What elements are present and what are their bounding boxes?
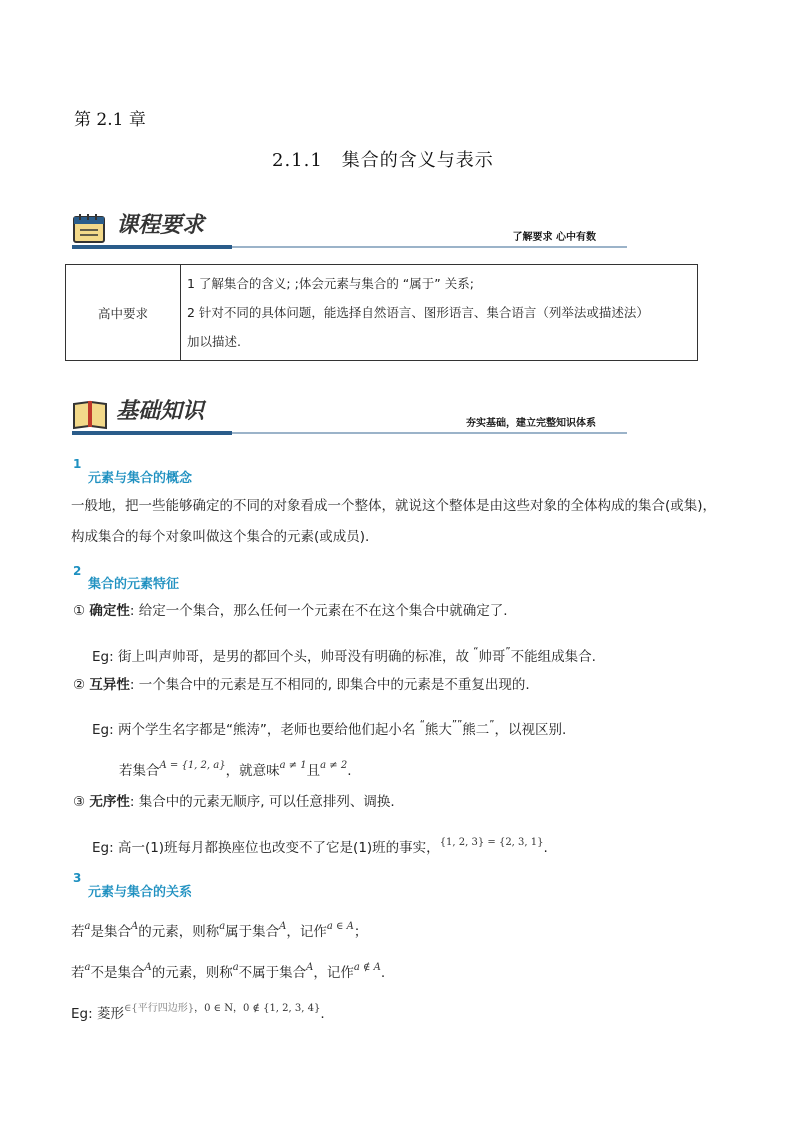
example-line: Eg: 高一(1)班每月都换座位也改变不了它是(1)班的事实，$^{\{1, 2, 3\} = \{2, 3, 1\}}$. [92,837,548,856]
banner-title: 基础知识 [116,399,205,424]
relation-line: 若$^a$不是集合$^A$的元素，则称$^a$不属于集合$^A$，记作$^{a \notin A}$. [71,962,386,981]
math-formula: a ≠ 1 [279,760,307,771]
section-title: 集合的元素特征 [88,577,180,592]
math-formula: A = {1, 2, a} [159,760,226,771]
banner-rule [72,245,232,249]
math-formula: {1, 2, 3} = {2, 3, 1} [439,837,544,848]
requirement-line: 加以描述. [187,334,241,349]
math-formula: a ≠ 2 [320,760,348,771]
open-book-icon [72,398,108,430]
section-title: 元素与集合的概念 [88,471,193,486]
requirements-table [65,264,698,361]
property-name: 确定性 [89,603,130,619]
banner-subtitle: 夯实基础，建立完整知识体系 [466,418,596,429]
banner-rule-thin [232,246,627,248]
banner-rule [72,431,232,435]
banner-basic-knowledge [72,394,628,440]
requirement-line: 2 针对不同的具体问题，能选择自然语言、图形语言、集合语言（列举法或描述法） [187,305,649,320]
notebook-icon [72,212,108,244]
section-number: 3 [73,871,82,885]
section-number: 1 [73,457,82,471]
property-name: 无序性 [89,794,130,810]
banner-course-requirements [72,208,628,254]
paragraph: 构成集合的每个对象叫做这个集合的元素(或成员). [71,529,370,545]
section-title: 元素与集合的关系 [88,885,193,900]
math-formula: a ∈ A [326,921,354,932]
requirements-content [181,265,698,361]
property-name: 互异性 [89,677,130,693]
relation-line: 若$^a$是集合$^A$的元素，则称$^a$属于集合$^A$，记作$^{a \in A}$； [71,921,368,940]
requirements-label: 高中要求 [66,265,181,361]
requirement-line: 1 了解集合的含义; ;体会元素与集合的 “属于” 关系; [187,276,474,291]
example-line: Eg: 街上叫声帅哥，是男的都回个头，帅哥没有明确的标准，故 “帅哥”不能组成集合. [92,646,596,665]
banner-title: 课程要求 [116,213,205,238]
banner-rule-thin [232,432,627,434]
property-determinacy: ① 确定性: 给定一个集合，那么任何一个元素在不在这个集合中就确定了. [73,603,508,619]
example-line: 若集合$^{A = \{1, 2, a\}}$，就意味$^{a \ne 1}$且$^{a \ne 2}$. [119,760,352,779]
chapter-label: 第 2.1 章 [74,110,146,130]
example-line: Eg: 两个学生名字都是“熊涛”，老师也要给他们起小名 “熊大””熊二”，以视区别. [92,719,567,738]
math-formula: a ∉ A [353,962,381,973]
page-title: 2.1.1 集合的含义与表示 [272,150,494,171]
math-formula: ∈{平行四边形} [123,1003,195,1014]
example-line: Eg: 菱形$^{\in\{平行四边形\},0 \in N,0 \notin \{1, 2, 3, 4\}}$. [71,1003,325,1022]
section-number: 2 [73,564,82,578]
property-distinctness: ② 互异性: 一个集合中的元素是互不相同的, 即集合中的元素是不重复出现的. [73,677,530,693]
property-unordered: ③ 无序性: 集合中的元素无顺序, 可以任意排列、调换. [73,794,395,810]
math-formula: ，0 ∈ N，0 ∉ {1, 2, 3, 4} [194,1003,321,1014]
banner-subtitle: 了解要求 心中有数 [512,232,596,243]
paragraph: 一般地，把一些能够确定的不同的对象看成一个整体，就说这个整体是由这些对象的全体构成的集合(或集)， [71,498,717,514]
